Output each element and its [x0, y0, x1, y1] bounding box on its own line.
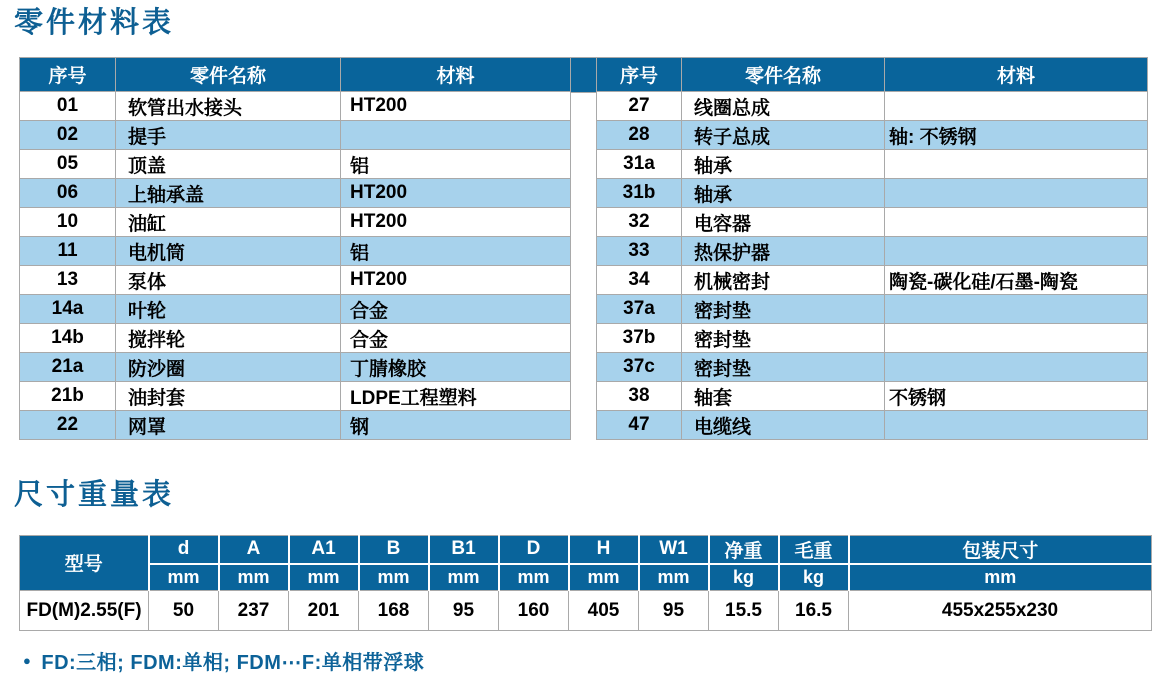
column-header-part-name: 零件名称: [116, 58, 341, 92]
table-row: [597, 121, 1148, 150]
dims-label-row: [20, 535, 1152, 564]
cell-no: 31b: [597, 179, 682, 208]
dim-column-unit: mm: [639, 564, 709, 591]
cell-material: [885, 92, 1148, 121]
cell-no: 01: [20, 92, 116, 121]
dims-value-row: [20, 591, 1152, 631]
cell-name: 顶盖: [116, 150, 341, 179]
column-header-model: 型号: [20, 535, 149, 591]
table-row: [20, 237, 571, 266]
dim-column-unit: mm: [289, 564, 359, 591]
table-row: [20, 92, 571, 121]
cell-name: 轴承: [682, 179, 885, 208]
cell-no: 22: [20, 411, 116, 440]
cell-no: 14b: [20, 324, 116, 353]
cell-name: 搅拌轮: [116, 324, 341, 353]
cell-material: 合金: [341, 295, 571, 324]
cell-name: 密封垫: [682, 324, 885, 353]
table-row: [597, 353, 1148, 382]
dim-column-label: 净重: [709, 535, 779, 564]
dim-column-unit: mm: [149, 564, 219, 591]
table-gap-header: [571, 57, 596, 93]
column-header-material: 材料: [885, 58, 1148, 92]
table-row: [597, 150, 1148, 179]
cell-name: 电容器: [682, 208, 885, 237]
cell-name: 防沙圈: [116, 353, 341, 382]
table-row: [20, 179, 571, 208]
cell-material: 轴: 不锈钢: [885, 121, 1148, 150]
cell-material: HT200: [341, 92, 571, 121]
dim-column-unit: mm: [499, 564, 569, 591]
cell-name: 泵体: [116, 266, 341, 295]
table-row: [20, 324, 571, 353]
table-row: [597, 382, 1148, 411]
cell-name: 电机筒: [116, 237, 341, 266]
dims-unit-row: [20, 564, 1152, 591]
cell-name: 密封垫: [682, 353, 885, 382]
dim-column-unit: kg: [709, 564, 779, 591]
parts-table-right: [596, 57, 1148, 440]
table-row: [20, 411, 571, 440]
dim-column-label: B1: [429, 535, 499, 564]
parts-left-header-row: [20, 58, 571, 92]
cell-name: 转子总成: [682, 121, 885, 150]
cell-no: 21b: [20, 382, 116, 411]
parts-material-table: [19, 57, 1151, 440]
footnote: [19, 646, 1151, 675]
cell-no: 34: [597, 266, 682, 295]
cell-material: [885, 353, 1148, 382]
cell-material: [885, 150, 1148, 179]
cell-material: 不锈钢: [885, 382, 1148, 411]
cell-no: 47: [597, 411, 682, 440]
cell-no: 27: [597, 92, 682, 121]
table-row: [597, 208, 1148, 237]
table-row: [20, 382, 571, 411]
column-header-material: 材料: [341, 58, 571, 92]
dim-column-label: H: [569, 535, 639, 564]
cell-material: [885, 324, 1148, 353]
column-header-serial: 序号: [20, 58, 116, 92]
dim-value: 16.5: [779, 591, 849, 631]
cell-name: 叶轮: [116, 295, 341, 324]
cell-name: 线圈总成: [682, 92, 885, 121]
parts-right-body: [597, 92, 1148, 440]
dim-column-unit: mm: [219, 564, 289, 591]
cell-no: 33: [597, 237, 682, 266]
cell-material: HT200: [341, 208, 571, 237]
cell-material: 钢: [341, 411, 571, 440]
table-row: [597, 237, 1148, 266]
dim-column-label: 毛重: [779, 535, 849, 564]
cell-no: 11: [20, 237, 116, 266]
dim-column-unit: kg: [779, 564, 849, 591]
cell-no: 37b: [597, 324, 682, 353]
dim-column-label: A1: [289, 535, 359, 564]
cell-no: 13: [20, 266, 116, 295]
dim-value: 95: [639, 591, 709, 631]
dimension-weight-table: [19, 535, 1152, 632]
table-row: [20, 121, 571, 150]
dim-column-label: 包装尺寸: [849, 535, 1152, 564]
dim-column-unit: mm: [849, 564, 1152, 591]
cell-no: 37c: [597, 353, 682, 382]
dim-column-label: B: [359, 535, 429, 564]
table-row: [20, 150, 571, 179]
cell-name: 热保护器: [682, 237, 885, 266]
table-row: [597, 266, 1148, 295]
table-row: [597, 92, 1148, 121]
dim-value: 160: [499, 591, 569, 631]
dim-value: 168: [359, 591, 429, 631]
footnote-text: FD:三相; FDM:单相; FDM⋯F:单相带浮球: [41, 652, 425, 674]
cell-name: 软管出水接头: [116, 92, 341, 121]
parts-table-left: [19, 57, 571, 440]
dim-column-label: A: [219, 535, 289, 564]
cell-material: [885, 179, 1148, 208]
cell-material: 铝: [341, 150, 571, 179]
cell-name: 油封套: [116, 382, 341, 411]
table-row: [597, 179, 1148, 208]
dim-value: 405: [569, 591, 639, 631]
bullet-icon: ●: [23, 653, 32, 668]
cell-no: 10: [20, 208, 116, 237]
cell-no: 28: [597, 121, 682, 150]
cell-no: 31a: [597, 150, 682, 179]
cell-material: LDPE工程塑料: [341, 382, 571, 411]
cell-name: 机械密封: [682, 266, 885, 295]
cell-no: 21a: [20, 353, 116, 382]
table-row: [20, 295, 571, 324]
dim-value: 237: [219, 591, 289, 631]
table-row: [597, 295, 1148, 324]
cell-name: 网罩: [116, 411, 341, 440]
table-gap-body: [571, 93, 596, 440]
cell-material: HT200: [341, 179, 571, 208]
dim-column-label: D: [499, 535, 569, 564]
cell-material: [341, 121, 571, 150]
cell-no: 02: [20, 121, 116, 150]
cell-material: 丁腈橡胶: [341, 353, 571, 382]
dim-column-unit: mm: [569, 564, 639, 591]
table-row: [20, 266, 571, 295]
dim-value: 455x255x230: [849, 591, 1152, 631]
cell-name: 提手: [116, 121, 341, 150]
cell-name: 油缸: [116, 208, 341, 237]
cell-material: 陶瓷-碳化硅/石墨-陶瓷: [885, 266, 1148, 295]
dims-table-title: 尺寸重量表: [14, 479, 175, 512]
dim-value: 95: [429, 591, 499, 631]
dim-column-label: d: [149, 535, 219, 564]
cell-material: [885, 208, 1148, 237]
dim-value: 15.5: [709, 591, 779, 631]
dim-value: 201: [289, 591, 359, 631]
table-row: [597, 411, 1148, 440]
cell-name: 轴套: [682, 382, 885, 411]
cell-no: 06: [20, 179, 116, 208]
cell-material: 合金: [341, 324, 571, 353]
dim-column-label: W1: [639, 535, 709, 564]
parts-left-body: [20, 92, 571, 440]
column-header-serial: 序号: [597, 58, 682, 92]
cell-no: 05: [20, 150, 116, 179]
cell-material: [885, 237, 1148, 266]
table-row: [597, 324, 1148, 353]
cell-material: HT200: [341, 266, 571, 295]
model-value-cell: FD(M)2.55(F): [20, 591, 149, 631]
cell-no: 38: [597, 382, 682, 411]
cell-material: 铝: [341, 237, 571, 266]
dim-value: 50: [149, 591, 219, 631]
table-row: [20, 208, 571, 237]
cell-no: 37a: [597, 295, 682, 324]
parts-right-header-row: [597, 58, 1148, 92]
cell-no: 32: [597, 208, 682, 237]
cell-name: 密封垫: [682, 295, 885, 324]
cell-name: 上轴承盖: [116, 179, 341, 208]
cell-material: [885, 295, 1148, 324]
dim-column-unit: mm: [359, 564, 429, 591]
dim-column-unit: mm: [429, 564, 499, 591]
parts-table-title: 零件材料表: [14, 7, 175, 39]
table-row: [20, 353, 571, 382]
column-header-part-name: 零件名称: [682, 58, 885, 92]
cell-name: 轴承: [682, 150, 885, 179]
cell-material: [885, 411, 1148, 440]
cell-name: 电缆线: [682, 411, 885, 440]
cell-no: 14a: [20, 295, 116, 324]
table-gap-column: [571, 57, 596, 440]
